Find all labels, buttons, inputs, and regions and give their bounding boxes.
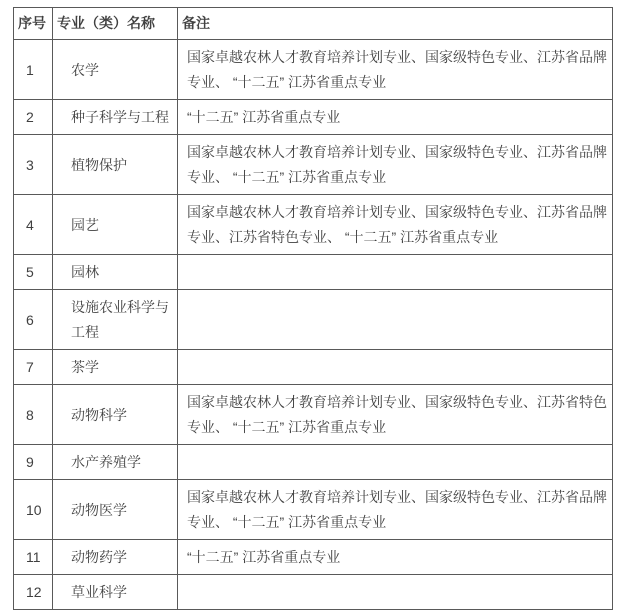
cell-name: 种子科学与工程 [53, 100, 178, 135]
table-row [14, 100, 613, 135]
cell-index: 7 [14, 350, 53, 385]
cell-remark [178, 445, 613, 480]
cell-index: 5 [14, 255, 53, 290]
cell-index: 6 [14, 290, 53, 350]
table-row [14, 480, 613, 540]
cell-name: 动物医学 [53, 480, 178, 540]
cell-name: 草业科学 [53, 575, 178, 610]
table-header [14, 8, 613, 40]
cell-name: 园林 [53, 255, 178, 290]
table-body [14, 40, 613, 610]
table-row [14, 255, 613, 290]
cell-name: 茶学 [53, 350, 178, 385]
table-row [14, 135, 613, 195]
cell-remark [178, 290, 613, 350]
table-row [14, 290, 613, 350]
cell-remark: 国家卓越农林人才教育培养计划专业、国家级特色专业、江苏省品牌专业、江苏省特色专业、 “十二五” 江苏省重点专业 [178, 195, 613, 255]
cell-index: 3 [14, 135, 53, 195]
cell-remark: 国家卓越农林人才教育培养计划专业、国家级特色专业、江苏省品牌专业、 “十二五” 江苏省重点专业 [178, 40, 613, 100]
cell-remark: “十二五” 江苏省重点专业 [178, 100, 613, 135]
cell-name: 动物科学 [53, 385, 178, 445]
cell-name: 植物保护 [53, 135, 178, 195]
cell-remark [178, 255, 613, 290]
table-row [14, 540, 613, 575]
cell-index: 1 [14, 40, 53, 100]
cell-index: 2 [14, 100, 53, 135]
cell-index: 9 [14, 445, 53, 480]
header-row [14, 8, 613, 40]
cell-index: 11 [14, 540, 53, 575]
cell-index: 12 [14, 575, 53, 610]
cell-name: 动物药学 [53, 540, 178, 575]
table-row [14, 195, 613, 255]
table-row [14, 445, 613, 480]
cell-remark [178, 575, 613, 610]
cell-remark: “十二五” 江苏省重点专业 [178, 540, 613, 575]
cell-index: 10 [14, 480, 53, 540]
col-header-name: 专业（类）名称 [53, 8, 178, 40]
majors-table [13, 7, 613, 610]
table-row [14, 350, 613, 385]
cell-remark: 国家卓越农林人才教育培养计划专业、国家级特色专业、江苏省特色专业、 “十二五” 江苏省重点专业 [178, 385, 613, 445]
col-header-index: 序号 [14, 8, 53, 40]
cell-name: 水产养殖学 [53, 445, 178, 480]
cell-name: 园艺 [53, 195, 178, 255]
col-header-remark: 备注 [178, 8, 613, 40]
cell-name: 农学 [53, 40, 178, 100]
cell-name: 设施农业科学与工程 [53, 290, 178, 350]
cell-remark: 国家卓越农林人才教育培养计划专业、国家级特色专业、江苏省品牌专业、 “十二五” 江苏省重点专业 [178, 135, 613, 195]
cell-index: 4 [14, 195, 53, 255]
table-row [14, 40, 613, 100]
cell-remark: 国家卓越农林人才教育培养计划专业、国家级特色专业、江苏省品牌专业、 “十二五” 江苏省重点专业 [178, 480, 613, 540]
table-row [14, 385, 613, 445]
table-row [14, 575, 613, 610]
cell-remark [178, 350, 613, 385]
cell-index: 8 [14, 385, 53, 445]
